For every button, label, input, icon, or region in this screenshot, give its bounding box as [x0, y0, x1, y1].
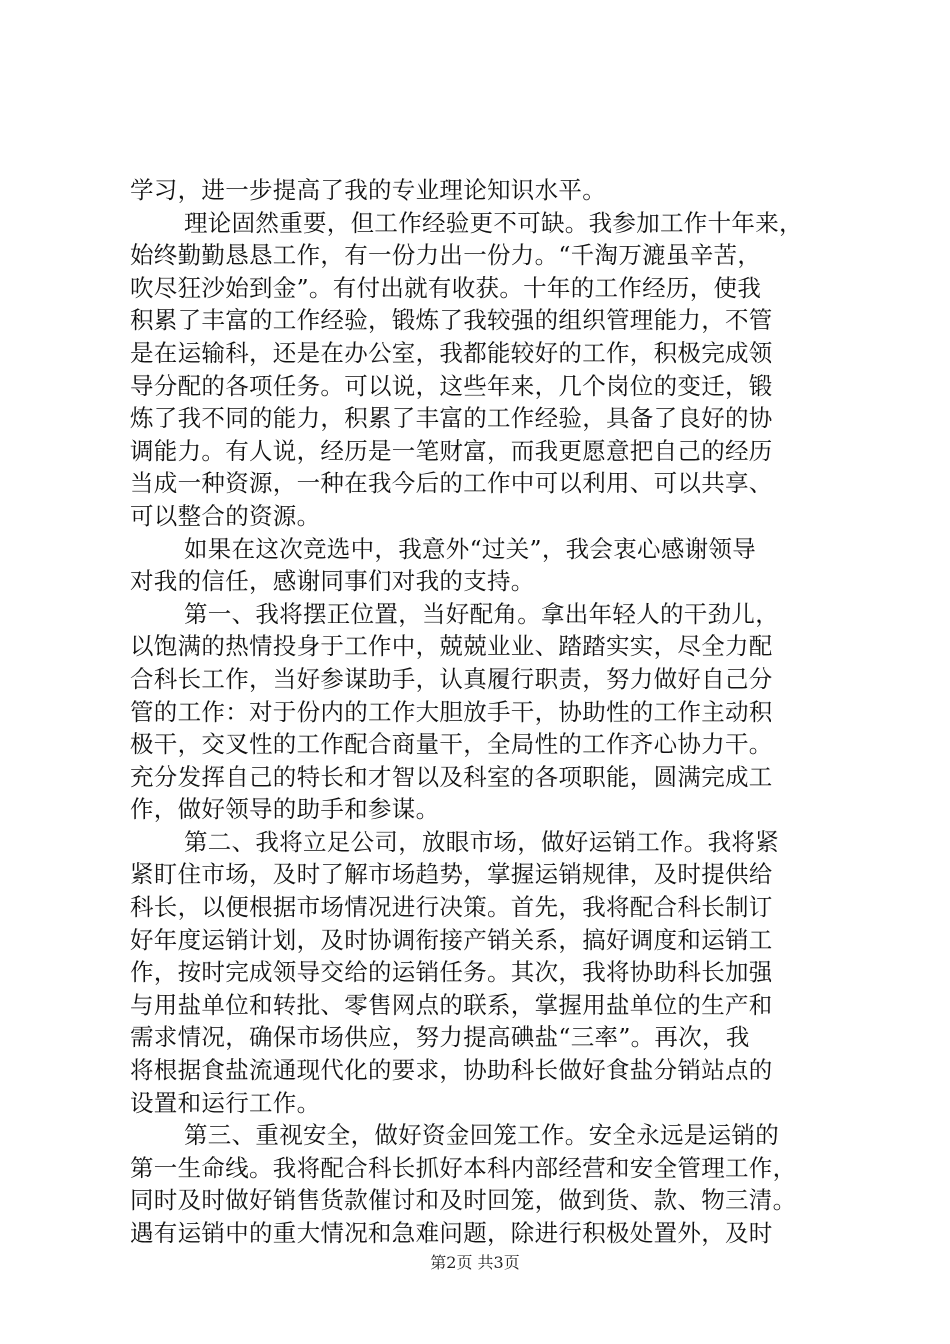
text-line: 当成一种资源，一种在我今后的工作中可以利用、可以共享、	[130, 469, 773, 498]
text-line: 可以整合的资源。	[130, 501, 321, 530]
text-line: 作，做好领导的助手和参谋。	[130, 795, 440, 824]
text-line: 始终勤勤恳恳工作，有一份力出一份力。“千淘万漉虽辛苦，	[130, 241, 762, 270]
text-line: 将根据食盐流通现代化的要求，协助科长做好食盐分销站点的	[130, 1056, 773, 1085]
document-body	[130, 174, 835, 1250]
text-line: 同时及时做好销售货款催讨和及时回笼，做到货、款、物三清。	[130, 1186, 797, 1215]
text-line: 设置和运行工作。	[130, 1088, 321, 1117]
text-line: 如果在这次竞选中，我意外“过关”，我会衷心感谢领导	[184, 534, 757, 563]
text-line: 遇有运销中的重大情况和急难问题，除进行积极处置外，及时	[130, 1219, 773, 1247]
text-line: 紧盯住市场，及时了解市场趋势，掌握运销规律，及时提供给	[130, 860, 773, 889]
page-number-footer: 第2页 共3页	[430, 1253, 520, 1272]
text-line: 好年度运销计划，及时协调衔接产销关系，搞好调度和运销工	[130, 925, 773, 954]
text-line: 是在运输科，还是在办公室，我都能较好的工作，积极完成领	[130, 338, 773, 367]
text-line: 以饱满的热情投身于工作中，兢兢业业、踏踏实实，尽全力配	[130, 632, 773, 661]
text-line: 第一生命线。我将配合科长抓好本科内部经营和安全管理工作，	[130, 1153, 797, 1182]
text-line: 作，按时完成领导交给的运销任务。其次，我将协助科长加强	[130, 958, 773, 987]
text-line: 管的工作：对于份内的工作大胆放手干，协助性的工作主动积	[130, 697, 773, 726]
text-line: 合科长工作，当好参谋助手，认真履行职责，努力做好自己分	[130, 664, 773, 693]
text-line: 对我的信任，感谢同事们对我的支持。	[130, 567, 535, 596]
text-line: 科长，以便根据市场情况进行决策。首先，我将配合科长制订	[130, 893, 773, 922]
text-line: 积累了丰富的工作经验，锻炼了我较强的组织管理能力，不管	[130, 306, 773, 335]
text-line: 与用盐单位和转批、零售网点的联系，掌握用盐单位的生产和	[130, 990, 773, 1019]
text-line: 极干，交叉性的工作配合商量干，全局性的工作齐心协力干。	[130, 730, 773, 759]
text-line: 第一、我将摆正位置，当好配角。拿出年轻人的干劲儿，	[184, 599, 779, 628]
text-line: 充分发挥自己的特长和才智以及科室的各项职能，圆满完成工	[130, 762, 773, 791]
text-line: 学习，进一步提高了我的专业理论知识水平。	[130, 176, 606, 204]
text-line: 需求情况，确保市场供应，努力提高碘盐“三率”。再次，我	[130, 1023, 750, 1052]
text-line: 理论固然重要，但工作经验更不可缺。我参加工作十年来，	[184, 208, 803, 237]
text-line: 导分配的各项任务。可以说，这些年来，几个岗位的变迁，锻	[130, 371, 773, 400]
text-line: 第三、重视安全，做好资金回笼工作。安全永远是运销的	[184, 1121, 779, 1150]
text-line: 吹尽狂沙始到金”。有付出就有收获。十年的工作经历，使我	[130, 273, 762, 302]
text-line: 调能力。有人说，经历是一笔财富，而我更愿意把自己的经历	[130, 436, 773, 465]
text-line: 炼了我不同的能力，积累了丰富的工作经验，具备了良好的协	[130, 404, 773, 433]
text-line: 第二、我将立足公司，放眼市场，做好运销工作。我将紧	[184, 827, 779, 856]
